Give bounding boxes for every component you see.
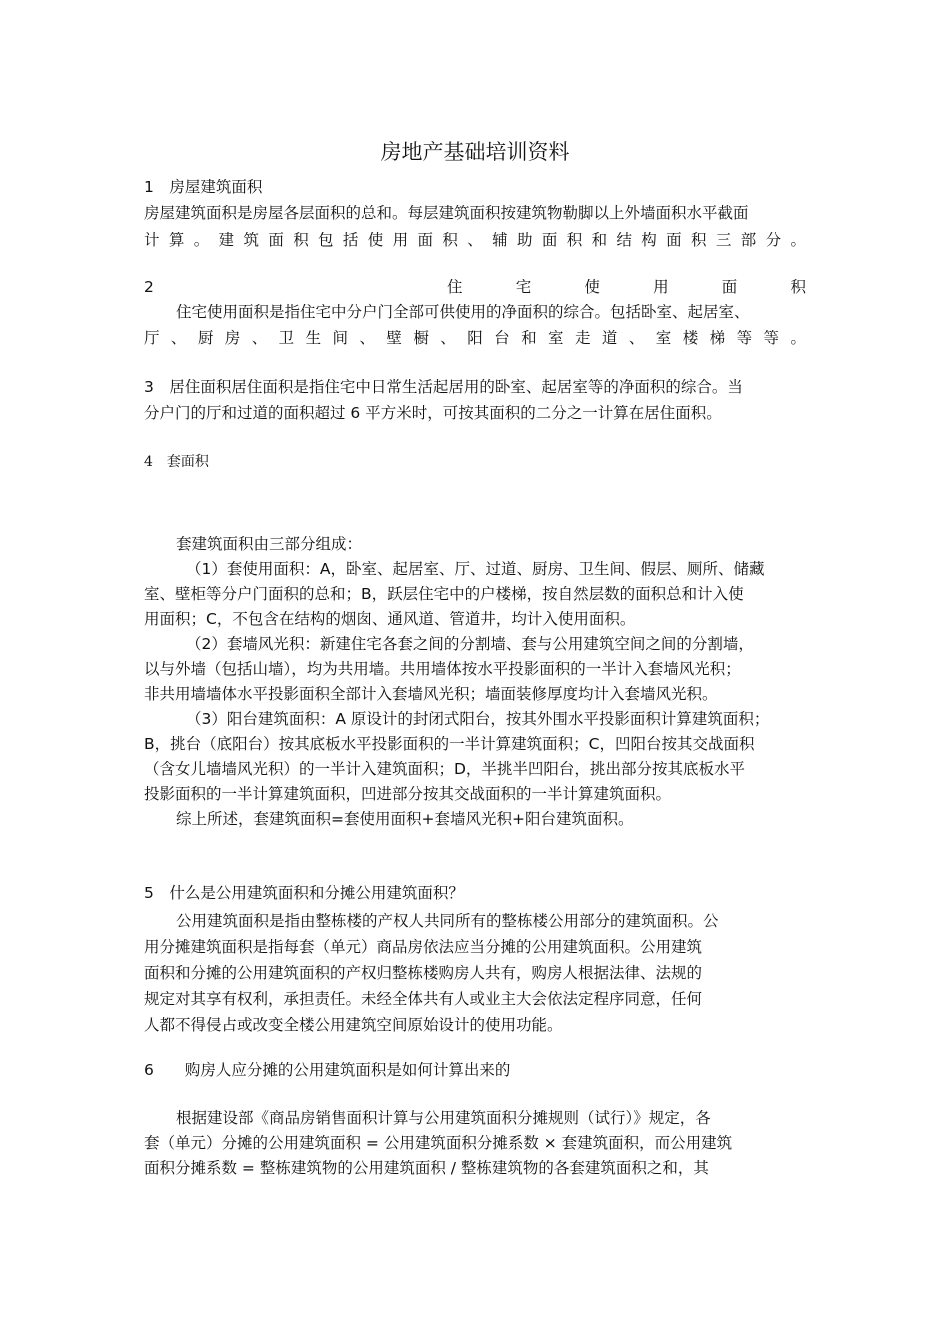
heading-char: 使 <box>584 278 600 296</box>
heading-char: 积 <box>790 278 806 296</box>
paragraph-line: 规定对其享有权利，承担责任。未经全体共有人或业主大会依法定程序同意，任何 <box>144 990 703 1008</box>
paragraph-line: （含女儿墙墙风光积）的一半计入建筑面积；D，半挑半凹阳台，挑出部分按其底板水平 <box>144 760 745 778</box>
paragraph-line: 公用建筑面积是指由整栋楼的产权人共同所有的整栋楼公用部分的建筑面积。公 <box>176 912 719 930</box>
paragraph-line: 以与外墙（包括山墙），均为共用墙。共用墙体按水平投影面积的一半计入套墙风光积； <box>144 660 741 678</box>
paragraph-line: 房屋建筑面积是房屋各层面积的总和。每层建筑面积按建筑物勒脚以上外墙面积水平截面 <box>144 204 749 222</box>
paragraph-line: 非共用墙墙体水平投影面积全部计入套墙风光积；墙面装修厚度均计入套墙风光积。 <box>144 685 718 703</box>
document-title: 房地产基础培训资料 <box>380 140 570 164</box>
heading-char: 面 <box>721 278 738 296</box>
heading-char: 住 <box>447 278 463 296</box>
paragraph-line: 面积分摊系数 = 整栋建筑物的公用建筑面积 / 整栋建筑物的各套建筑面积之和，其 <box>144 1159 709 1177</box>
paragraph-line: 厅 、 厨 房 、 卫 生 间 、 壁 橱 、 阳 台 和 室 走 道 、 室 楼 梯 等 等 。 <box>144 329 807 347</box>
paragraph-line: 住宅使用面积是指住宅中分户门全部可供使用的净面积的综合。包括卧室、起居室、 <box>176 303 750 321</box>
section-number: 2 <box>144 278 154 296</box>
paragraph-line: 面积和分摊的公用建筑面积的产权归整栋楼购房人共有，购房人根据法律、法规的 <box>144 964 703 982</box>
paragraph-line: 投影面积的一半计算建筑面积，凹进部分按其交战面积的一半计算建筑面积。 <box>144 785 672 803</box>
paragraph-intro: 套建筑面积由三部分组成： <box>176 535 363 553</box>
section-4-heading: 4 套面积 <box>144 454 209 470</box>
section-2-heading <box>144 275 806 299</box>
section-3-line: 3 居住面积居住面积是指住宅中日常生活起居用的卧室、起居室等的净面积的综合。当 <box>144 378 743 396</box>
section-1-heading: 1 房屋建筑面积 <box>144 178 263 196</box>
section-6-heading: 6 购房人应分摊的公用建筑面积是如何计算出来的 <box>144 1061 511 1079</box>
paragraph-line: 室、壁柜等分户门面积的总和；B，跃层住宅中的户楼梯，按自然层数的面积总和计入使 <box>144 585 744 603</box>
paragraph-line: （1）套使用面积：A，卧室、起居室、厅、过道、厨房、卫生间、假层、厕所、储藏 <box>186 560 765 578</box>
paragraph-line: 计 算 。 建 筑 面 积 包 括 使 用 面 积 、 辅 助 面 积 和 结 构 面 积 三 部 分 。 <box>144 231 806 249</box>
heading-char: 宅 <box>515 278 532 296</box>
paragraph-line: 人都不得侵占或改变全楼公用建筑空间原始设计的使用功能。 <box>144 1016 563 1034</box>
paragraph-line: 用分摊建筑面积是指每套（单元）商品房依法应当分摊的公用建筑面积。公用建筑 <box>144 938 703 956</box>
paragraph-line: 综上所述，套建筑面积=套使用面积+套墙风光积+阳台建筑面积。 <box>176 810 634 828</box>
paragraph-line: 用面积；C，不包含在结构的烟囱、通风道、管道井，均计入使用面积。 <box>144 610 636 628</box>
heading-char: 用 <box>653 278 669 296</box>
paragraph-line: 分户门的厅和过道的面积超过 6 平方米时，可按其面积的二分之一计算在居住面积。 <box>144 404 722 422</box>
section-5-heading: 5 什么是公用建筑面积和分摊公用建筑面积？ <box>144 884 464 902</box>
paragraph-line: 根据建设部《商品房销售面积计算与公用建筑面积分摊规则（试行）》规定，各 <box>176 1109 711 1127</box>
paragraph-line: B，挑台（底阳台）按其底板水平投影面积的一半计算建筑面积；C，凹阳台按其交战面积 <box>144 735 755 753</box>
paragraph-line: （3）阳台建筑面积：A 原设计的封闭式阳台，按其外围水平投影面积计算建筑面积； <box>186 710 770 728</box>
paragraph-line: （2）套墙风光积：新建住宅各套之间的分割墙、套与公用建筑空间之间的分割墙， <box>186 635 754 653</box>
paragraph-line: 套（单元）分摊的公用建筑面积 = 公用建筑面积分摊系数 × 套建筑面积，而公用建筑 <box>144 1134 733 1152</box>
